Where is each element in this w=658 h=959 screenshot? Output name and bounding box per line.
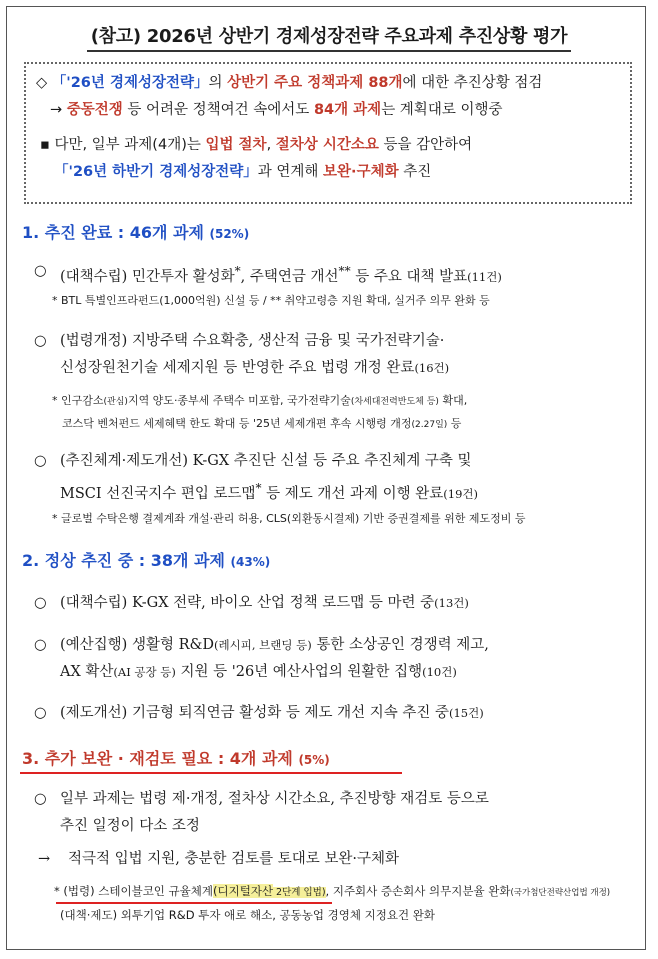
page-title: (참고) 2026년 상반기 경제성장전략 주요과제 추진상황 평가 [0,22,658,52]
footnote-2: (대책·제도) 외투기업 R&D 투자 애로 해소, 공동농업 경영체 지정요건 완화 [60,908,435,922]
summary-box [24,62,632,204]
note-2: * 인구감소(관심)지역 양도·종부세 주택수 미포함, 국가전략기술(차세대전력반도체 등) 확대, 코스닥 벤처펀드 세제혜택 한도 확대 등 '25년 세제개편 후속 시행령 개정(2.27일) 등 [52,394,468,430]
section-3-heading: 3. 추가 보완 · 재검토 필요 : 4개 과제 (5%) [22,749,330,768]
summary-line-3: ▪ 다만, 일부 과제(4개)는 입법 절차, 절차상 시간소요 등을 감안하여 [40,137,473,153]
summary-line-2: → 중동전쟁 등 어려운 정책여건 속에서도 84개 과제는 계획대로 이행중 [50,102,503,118]
section-1-heading: 1. 추진 완료 : 46개 과제 (52%) [22,223,250,242]
section-3-underline [20,772,402,774]
section-2-heading: 2. 정상 추진 중 : 38개 과제 (43%) [22,551,271,570]
note-3: * 글로벌 수탁은행 결제계좌 개설·관리 허용, CLS(외환동시결제) 기반 증권결제를 위한 제도정비 등 [52,512,526,525]
summary-line-4: 「'26년 하반기 경제성장전략」과 연계해 보완·구체화 추진 [54,164,432,180]
footnote-1: * (법령) 스테이블코인 규율체계(디지털자산 2단계 입법), 지주회사 증손회사 의무지분율 완화(국가첨단전략산업법 개정) [54,884,611,898]
summary-line-1: ◇ 「'26년 경제성장전략」의 상반기 주요 정책과제 88개에 대한 추진상황 점검 [36,75,543,91]
note-1: * BTL 특별인프라펀드(1,000억원) 신설 등 / ** 취약고령층 지원 확대, 실거주 의무 완화 등 [52,294,490,307]
